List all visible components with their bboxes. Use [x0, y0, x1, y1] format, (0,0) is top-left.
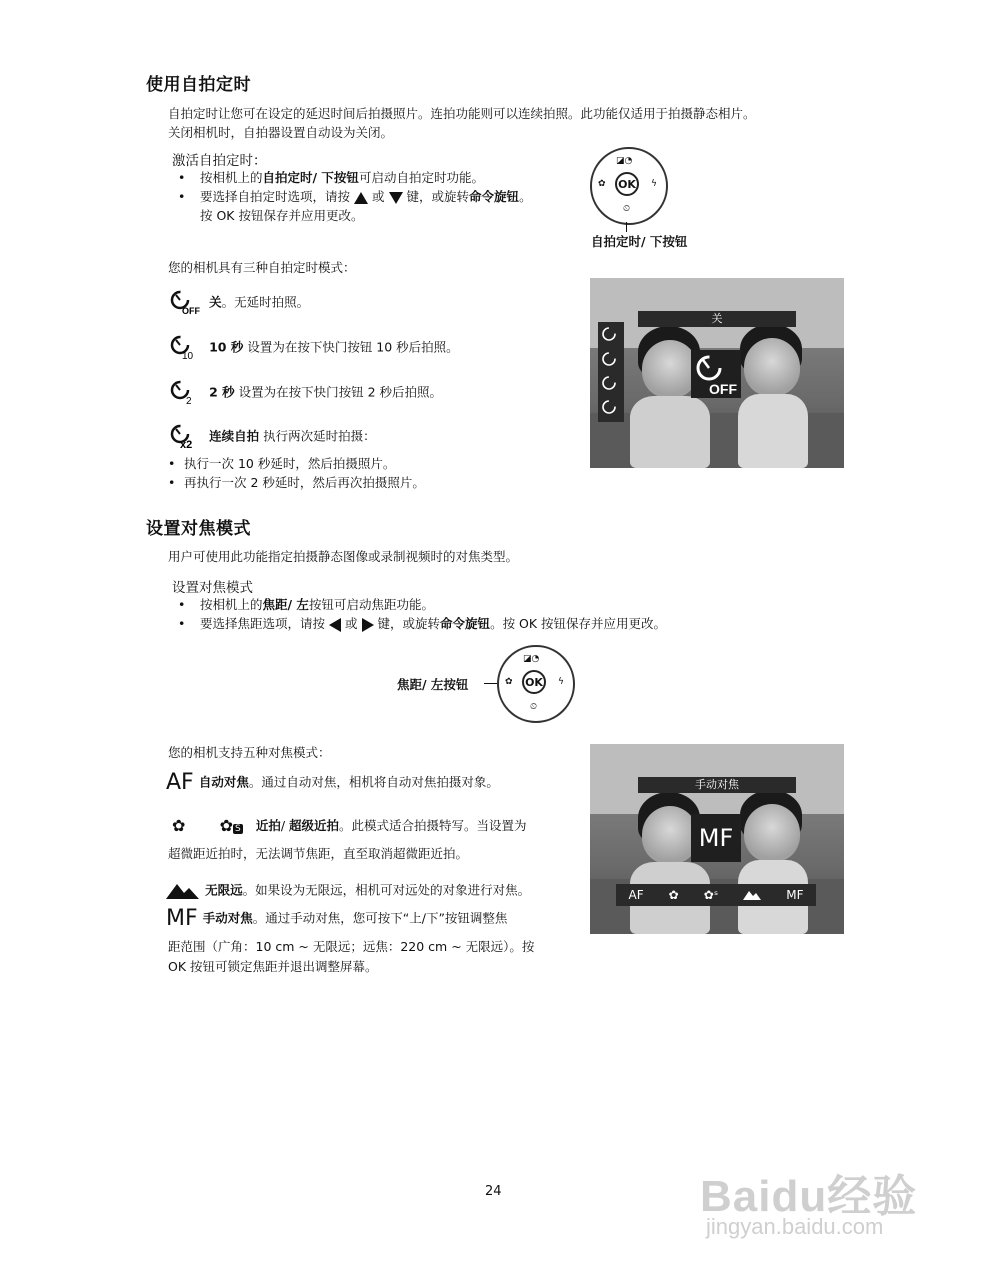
af-icon: AF — [166, 770, 194, 795]
self-timer-icon: ⏲ — [530, 702, 538, 712]
mode-row-mf: MF 手动对焦。通过手动对焦，您可按下“上/下”按钮调整焦 — [166, 906, 508, 931]
screen-mf: MF — [786, 888, 804, 902]
intro-line-1: 自拍定时让您可在设定的延迟时间后拍摄照片。连拍功能则可以连续拍照。此功能仅适用于拍摄静态相片。 — [168, 106, 756, 121]
screen-label: 关 — [638, 311, 796, 327]
ok-button-icon: OK — [615, 172, 639, 196]
bullet-item: • 要选择焦距选项，请按 或 键，或旋转命令旋钮。按 OK 按钮保存并应用更改。 — [178, 616, 667, 631]
camera-screen-self-timer — [590, 278, 844, 468]
command-dial-diagram — [497, 645, 575, 723]
screen-big-mf: MF — [691, 814, 741, 862]
flash-icon: ϟ — [558, 677, 564, 687]
bullet-item: • 要选择自拍定时选项，请按 或 键，或旋转命令旋钮。 — [178, 189, 532, 204]
macro-icon: ✿ — [172, 816, 186, 835]
mode-row-2s: 2 2 秒 设置为在按下快门按钮 2 秒后拍照。 — [168, 378, 442, 406]
macro-icon: ✿ — [598, 179, 606, 189]
right-arrow-icon — [362, 618, 374, 632]
mf-line-2: 距范围（广角：10 cm ~ 无限远；远焦：220 cm ~ 无限远）。按 — [168, 939, 535, 954]
down-arrow-icon — [389, 192, 403, 204]
mode-row-macro: ✿ ✿ S 近拍/ 超级近拍。此模式适合拍摄特写。当设置为 — [172, 816, 527, 835]
svg-text:2: 2 — [186, 396, 192, 406]
bullet-item: • 按相机上的自拍定时/ 下按钮可启动自拍定时功能。 — [178, 170, 484, 185]
section-title-focus: 设置对焦模式 — [146, 519, 251, 539]
super-macro-icon: ✿ S — [219, 816, 241, 835]
screen-mode-list — [598, 322, 624, 422]
infinity-mountain-icon — [166, 882, 200, 900]
screen-af: AF — [628, 888, 644, 902]
bullet-item: • 再执行一次 2 秒延时，然后再次拍摄照片。 — [168, 475, 425, 490]
self-timer-off-icon — [168, 288, 204, 316]
flash-icon: ϟ — [651, 179, 657, 189]
camera-screen-focus — [590, 744, 844, 934]
section-title-self-timer: 使用自拍定时 — [146, 75, 251, 95]
macro-icon: ✿ — [668, 888, 679, 902]
watermark-logo: Baidu经验 — [700, 1172, 918, 1221]
svg-text:x2: x2 — [180, 439, 193, 450]
infinity-mountain-icon — [743, 890, 761, 900]
mf-line-3: OK 按钮可锁定焦距并退出调整屏幕。 — [168, 959, 378, 974]
up-arrow-icon — [354, 192, 368, 204]
dial-caption: 自拍定时/ 下按钮 — [591, 234, 688, 249]
self-timer-double-icon — [168, 422, 204, 450]
exposure-icon: ◪◔ — [523, 654, 540, 664]
activate-heading: 激活自拍定时： — [172, 153, 267, 169]
bullet-continuation: 按 OK 按钮保存并应用更改。 — [200, 208, 364, 223]
bullet-item: • 执行一次 10 秒延时，然后拍摄照片。 — [168, 456, 396, 471]
focus-modes-intro: 您的相机支持五种对焦模式： — [168, 745, 331, 760]
macro-icon: ✿ — [505, 677, 513, 687]
mode-row-10s: 10 10 秒 设置为在按下快门按钮 10 秒后拍照。 — [168, 333, 459, 361]
self-timer-10s-icon — [168, 333, 204, 361]
mode-row-off: OFF 关。无延时拍照。 — [168, 288, 309, 316]
screen-focus-bar — [616, 884, 816, 906]
intro-line-2: 关闭相机时，自拍器设置自动设为关闭。 — [168, 125, 394, 140]
super-macro-icon: ✿ˢ — [703, 888, 719, 902]
page-number: 24 — [485, 1184, 502, 1199]
mode-row-infinity: 无限远。如果设为无限远，相机可对远处的对象进行对焦。 — [166, 880, 530, 901]
macro-line-2: 超微距近拍时，无法调节焦距，直至取消超微距近拍。 — [168, 846, 469, 861]
svg-text:10: 10 — [182, 351, 194, 361]
modes-intro: 您的相机具有三种自拍定时模式： — [168, 260, 356, 275]
left-arrow-icon — [329, 618, 341, 632]
self-timer-icon: ⏲ — [623, 204, 631, 214]
ok-button-icon: OK — [522, 670, 546, 694]
mf-icon: MF — [166, 906, 198, 931]
svg-text:OFF: OFF — [709, 381, 737, 397]
focus-sub-heading: 设置对焦模式 — [172, 580, 253, 596]
svg-text:OFF: OFF — [182, 306, 200, 316]
mode-row-af: AF 自动对焦。通过自动对焦，相机将自动对焦拍摄对象。 — [166, 770, 499, 795]
pointer-line — [626, 222, 627, 232]
self-timer-2s-icon — [168, 378, 204, 406]
mode-row-double: x2 连续自拍 执行两次延时拍摄： — [168, 422, 376, 450]
command-dial-diagram — [590, 147, 668, 225]
screen-label: 手动对焦 — [638, 777, 796, 793]
exposure-icon: ◪◔ — [616, 156, 633, 166]
focus-intro: 用户可使用此功能指定拍摄静态图像或录制视频时的对焦类型。 — [168, 549, 519, 564]
watermark-url: jingyan.baidu.com — [706, 1214, 884, 1239]
bullet-item: • 按相机上的焦距/ 左按钮可启动焦距功能。 — [178, 597, 434, 612]
dial-label: 焦距/ 左按钮 — [397, 677, 469, 692]
screen-big-icon — [691, 350, 741, 398]
